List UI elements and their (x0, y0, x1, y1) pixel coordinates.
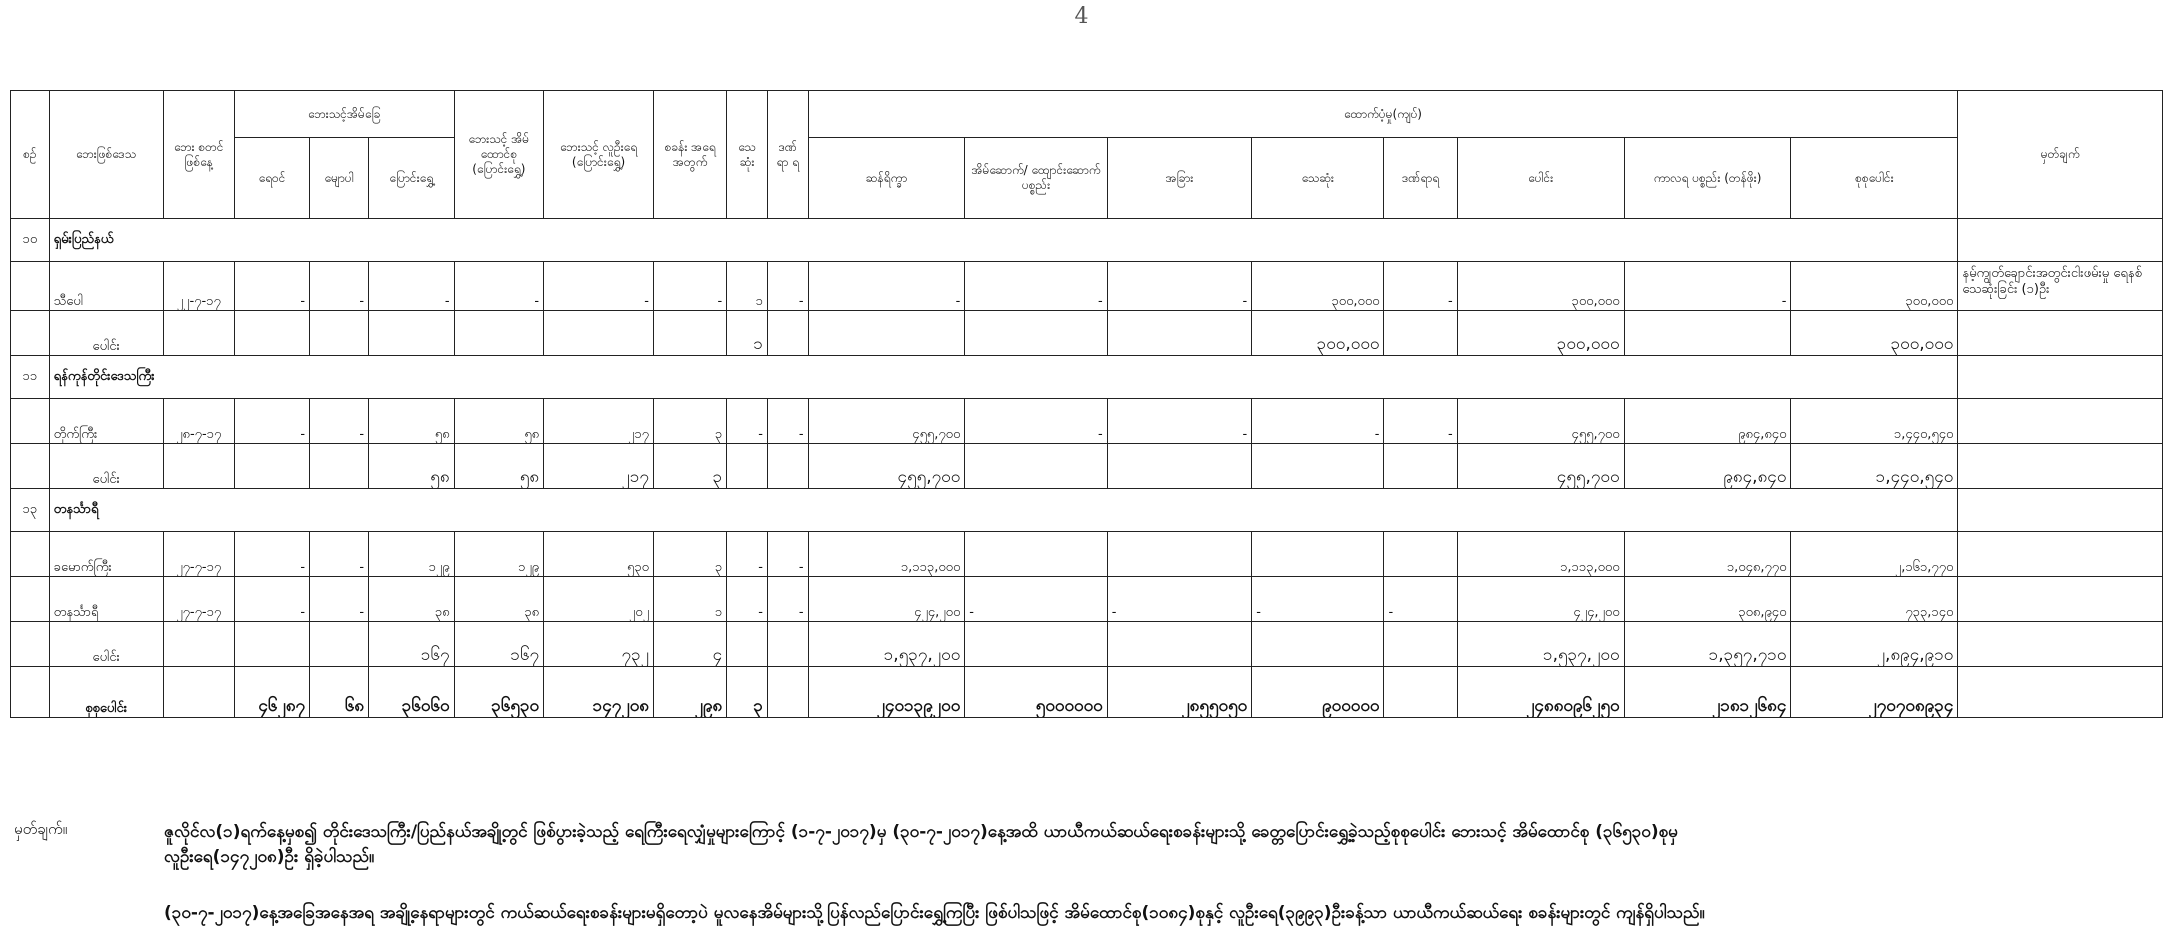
table-row (11, 262, 2163, 311)
table-row (11, 577, 2163, 622)
cell-aid-dead (1252, 532, 1384, 577)
subtotal-goods: ၉၈၄,၈၄၀ (1624, 444, 1791, 489)
header-house-group: ဘေးသင့်အိမ်ခြေ (234, 91, 454, 138)
cell-injured: - (767, 532, 808, 577)
header-aid-group: ထောက်ပံ့မှု(ကျပ်) (808, 91, 1958, 138)
row-region: တနင်္သာရီ (49, 577, 163, 622)
subtotal-people: ၇၃၂ (544, 622, 654, 667)
cell-aid-injured: - (1384, 577, 1457, 622)
subtotal-people (544, 311, 654, 356)
cell-total: ၄၂၄,၂၀၀ (1457, 577, 1624, 622)
header-households: ဘေးသင့် အိမ် ထောင်စု (ပြောင်းရွှေ့) (454, 91, 544, 219)
grand-camps: ၂၉၈ (653, 667, 726, 718)
subtotal-aid-dead: ၃၀၀,၀၀၀ (1252, 311, 1384, 356)
cell-flood: - (234, 532, 309, 577)
header-aid-dead: သေဆုံး (1252, 138, 1384, 219)
header-housing: အိမ်ဆောက်/ ထျောင်းဆောက် ပစ္စည်း (965, 138, 1107, 219)
notes-paragraph-2: (၃၀-၇-၂၀၁၇)နေ့အခြေအနေအရ အချို့နေရာများတွင် ကယ်ဆယ်ရေးစခန်းများမရှိတော့ပဲ မူလနေအိမ်များသို့ပြန်လည်ပြောင်းရွှေ့ကြပြီး ဖြစ်ပါသဖြင့် အိမ်ထောင်စု(၁၀၈၄)စုနှင့် လူဦးရေ(၃၉၉၃)ဦးခန့်သာ ယာယီကယ်ဆယ်ရေး စခန်းများတွင် ကျန်ရှိပါသည်။ (164, 903, 1705, 923)
cell-people: ၂၁၇ (544, 399, 654, 444)
grand-rice: ၂၄၀၁၃၉၂၀၀ (808, 667, 965, 718)
cell-relocated: ၅၈ (369, 399, 454, 444)
cell-relocated: ၃၈ (369, 577, 454, 622)
notes-label: မှတ်ချက်။ (14, 820, 68, 838)
subtotal-camps: ၃ (653, 444, 726, 489)
subtotal-rice: ၄၅၅,၇၀၀ (808, 444, 965, 489)
cell-total: ၄၅၅,၇၀၀ (1457, 399, 1624, 444)
header-rice: ဆန်ရိက္ခာ (808, 138, 965, 219)
subtotal-row (11, 622, 2163, 667)
row-region: တိုက်ကြီး (49, 399, 163, 444)
cell-flood: - (234, 262, 309, 311)
grand-flood: ၄၆၂၈၇ (234, 667, 309, 718)
cell-goods: ၁,၀၄၈,၇၇၀ (1624, 532, 1791, 577)
cell-households: ၁၂၉ (454, 532, 544, 577)
header-aid-injured: ဒဏ်ရာရ (1384, 138, 1457, 219)
cell-housing: - (965, 577, 1107, 622)
cell-households: ၅၈ (454, 399, 544, 444)
section-title: ရှမ်းပြည်နယ် (49, 219, 1958, 262)
cell-total: ၁,၁၁၃,၀၀၀ (1457, 532, 1624, 577)
cell-households: - (454, 262, 544, 311)
cell-washed: - (310, 532, 369, 577)
cell-rice: ၁,၁၁၃,၀၀၀ (808, 532, 965, 577)
cell-remark: နမ့်ကျွတ်ချောင်းအတွင်းငါးဖမ်းမှု ရေနစ်သေဆုံးခြင်း (၁)ဦး (1958, 262, 2163, 311)
cell-relocated: ၁၂၉ (369, 532, 454, 577)
cell-other: - (1107, 262, 1251, 311)
header-injured: ဒဏ် ရာ ရ (767, 91, 808, 219)
table-row (11, 532, 2163, 577)
grand-total-label: စုစုပေါင်း (49, 667, 163, 718)
subtotal-rice (808, 311, 965, 356)
cell-dead: - (727, 577, 768, 622)
subtotal-grand: ၁,၄၄၀,၅၄၀ (1791, 444, 1958, 489)
header-remarks: မှတ်ချက် (1958, 91, 2163, 219)
section-number: ၁၁ (11, 356, 50, 399)
section-number: ၁၃ (11, 489, 50, 532)
grand-people: ၁၄၇၂၀၈ (544, 667, 654, 718)
subtotal-row (11, 311, 2163, 356)
subtotal-goods: ၁,၃၅၇,၇၁၀ (1624, 622, 1791, 667)
cell-rice: ၄၂၄,၂၀၀ (808, 577, 965, 622)
cell-goods: ၃၀၈,၉၄၀ (1624, 577, 1791, 622)
row-region: သီပေါ (49, 262, 163, 311)
cell-aid-dead: - (1252, 399, 1384, 444)
cell-housing: - (965, 399, 1107, 444)
cell-goods: - (1624, 262, 1791, 311)
row-date: ၂၈-၇-၁၇ (163, 399, 234, 444)
cell-other (1107, 532, 1251, 577)
cell-washed: - (310, 262, 369, 311)
cell-remark (1958, 399, 2163, 444)
cell-aid-injured: - (1384, 262, 1457, 311)
subtotal-row (11, 444, 2163, 489)
section-title: တနင်္သာရီ (49, 489, 1958, 532)
header-total: ပေါင်း (1457, 138, 1624, 219)
cell-aid-injured: - (1384, 399, 1457, 444)
row-date: ၂၇-၇-၁၇ (163, 532, 234, 577)
cell-people: - (544, 262, 654, 311)
header-grand-total: စုစုပေါင်း (1791, 138, 1958, 219)
cell-households: ၃၈ (454, 577, 544, 622)
cell-people: ၂၀၂ (544, 577, 654, 622)
subtotal-total: ၃၀၀,၀၀၀ (1457, 311, 1624, 356)
cell-rice: ၄၅၅,၇၀၀ (808, 399, 965, 444)
grand-grand: ၂၇၀၇၀၈၉၃၄ (1791, 667, 1958, 718)
grand-households: ၃၆၅၃၀ (454, 667, 544, 718)
grand-dead: ၃ (727, 667, 768, 718)
cell-injured: - (767, 399, 808, 444)
subtotal-relocated (369, 311, 454, 356)
section-title: ရန်ကုန်တိုင်းဒေသကြီး (49, 356, 1958, 399)
cell-other: - (1107, 577, 1251, 622)
cell-flood: - (234, 577, 309, 622)
cell-people: ၅၃၀ (544, 532, 654, 577)
subtotal-grand: ၃၀၀,၀၀၀ (1791, 311, 1958, 356)
header-dead: သေ ဆုံး (727, 91, 768, 219)
disaster-table (10, 90, 2163, 718)
cell-camps: ၃ (653, 532, 726, 577)
subtotal-total: ၄၅၅,၇၀၀ (1457, 444, 1624, 489)
subtotal-households (454, 311, 544, 356)
subtotal-goods (1624, 311, 1791, 356)
cell-camps: - (653, 262, 726, 311)
subtotal-grand: ၂,၈၉၄,၉၁၀ (1791, 622, 1958, 667)
subtotal-label: ပေါင်း (49, 622, 163, 667)
header-camps: စခန်း အရေ အတွက် (653, 91, 726, 219)
section-remark-cell (1958, 219, 2163, 262)
subtotal-rice: ၁,၅၃၇,၂၀၀ (808, 622, 965, 667)
header-relocated: ပြောင်းရွှေ့ (369, 138, 454, 219)
cell-relocated: - (369, 262, 454, 311)
grand-total-row (11, 667, 2163, 718)
cell-camps: ၃ (653, 399, 726, 444)
notes-line-1: ဇူလိုင်လ(၁)ရက်နေ့မှစ၍ တိုင်းဒေသကြီး/ပြည်နယ်အချို့တွင် ဖြစ်ပွားခဲ့သည့် ရေကြီးရေလျှံမှုများကြောင့် (၁-၇-၂၀၁၇)မှ (၃၀-၇-၂၀၁၇)နေ့အထိ ယာယီကယ်ဆယ်ရေးစခန်းများသို့ ခေတ္တပြောင်းရွှေ့ခဲ့သည့်စုစုပေါင်း ဘေးသင့် အိမ်ထောင်စု (၃၆၅၃၀)စုမှ (164, 822, 1678, 842)
subtotal-camps: ၄ (653, 622, 726, 667)
cell-injured: - (767, 577, 808, 622)
cell-aid-injured (1384, 532, 1457, 577)
cell-goods: ၉၈၄,၈၄၀ (1624, 399, 1791, 444)
subtotal-households: ၁၆၇ (454, 622, 544, 667)
grand-goods: ၂၁၈၁၂၆၈၄ (1624, 667, 1791, 718)
cell-housing (965, 532, 1107, 577)
subtotal-relocated: ၅၈ (369, 444, 454, 489)
section-header (11, 356, 2163, 399)
subtotal-label: ပေါင်း (49, 311, 163, 356)
subtotal-dead: ၁ (727, 311, 768, 356)
subtotal-total: ၁,၅၃၇,၂၀၀ (1457, 622, 1624, 667)
header-other: အခြား (1107, 138, 1251, 219)
subtotal-people: ၂၁၇ (544, 444, 654, 489)
grand-aid-dead: ၉၀၀၀၀၀ (1252, 667, 1384, 718)
cell-total: ၃၀၀,၀၀၀ (1457, 262, 1624, 311)
header-washed: မျောပါ (310, 138, 369, 219)
cell-camps: ၁ (653, 577, 726, 622)
header-date: ဘေး စတင် ဖြစ်နေ့ (163, 91, 234, 219)
grand-total: ၂၄၈၈၀၉၆၂၅၀ (1457, 667, 1624, 718)
header-region: ဘေးဖြစ်ဒေသ (49, 91, 163, 219)
section-remark-cell (1958, 356, 2163, 399)
cell-grand: ၁,၄၄၀,၅၄၀ (1791, 399, 1958, 444)
cell-remark (1958, 577, 2163, 622)
section-remark-cell (1958, 489, 2163, 532)
grand-other: ၂၈၅၅၀၅၀ (1107, 667, 1251, 718)
header-sno: စဥ် (11, 91, 50, 219)
cell-aid-dead: ၃၀၀,၀၀၀ (1252, 262, 1384, 311)
section-number: ၁၀ (11, 219, 50, 262)
page-number: 4 (1074, 4, 1089, 29)
cell-injured: - (767, 262, 808, 311)
cell-grand: ၇၃၃,၁၄၀ (1791, 577, 1958, 622)
cell-grand: ၂,၁၆၁,၇၇၀ (1791, 532, 1958, 577)
cell-washed: - (310, 399, 369, 444)
cell-dead: ၁ (727, 262, 768, 311)
notes-line-1b: လူဦးရေ(၁၄၇၂၀၈)ဦး ရှိခဲ့ပါသည်။ (164, 846, 375, 867)
notes-paragraph-1 (164, 820, 1678, 869)
cell-housing: - (965, 262, 1107, 311)
grand-housing: ၅၀၀၀၀၀၀ (965, 667, 1107, 718)
header-goods: ကာလရ ပစ္စည်း (တန်ဖိုး) (1624, 138, 1791, 219)
cell-grand: ၃၀၀,၀၀၀ (1791, 262, 1958, 311)
subtotal-camps (653, 311, 726, 356)
subtotal-households: ၅၈ (454, 444, 544, 489)
section-header (11, 489, 2163, 532)
header-people: ဘေးသင့် လူဦးရေ (ပြောင်းရွှေ့) (544, 91, 654, 219)
cell-other: - (1107, 399, 1251, 444)
header-flood: ရေဝင် (234, 138, 309, 219)
section-header (11, 219, 2163, 262)
cell-flood: - (234, 399, 309, 444)
cell-aid-dead: - (1252, 577, 1384, 622)
row-region: ခမောက်ကြီး (49, 532, 163, 577)
row-date: ၂၇-၇-၁၇ (163, 577, 234, 622)
row-date: ၂၂-၇-၁၇ (163, 262, 234, 311)
cell-dead: - (727, 532, 768, 577)
cell-washed: - (310, 577, 369, 622)
cell-rice: - (808, 262, 965, 311)
table-row (11, 399, 2163, 444)
subtotal-label: ပေါင်း (49, 444, 163, 489)
grand-washed: ၆၈ (310, 667, 369, 718)
subtotal-relocated: ၁၆၇ (369, 622, 454, 667)
cell-remark (1958, 532, 2163, 577)
cell-dead: - (727, 399, 768, 444)
grand-relocated: ၃၆၀၆၀ (369, 667, 454, 718)
